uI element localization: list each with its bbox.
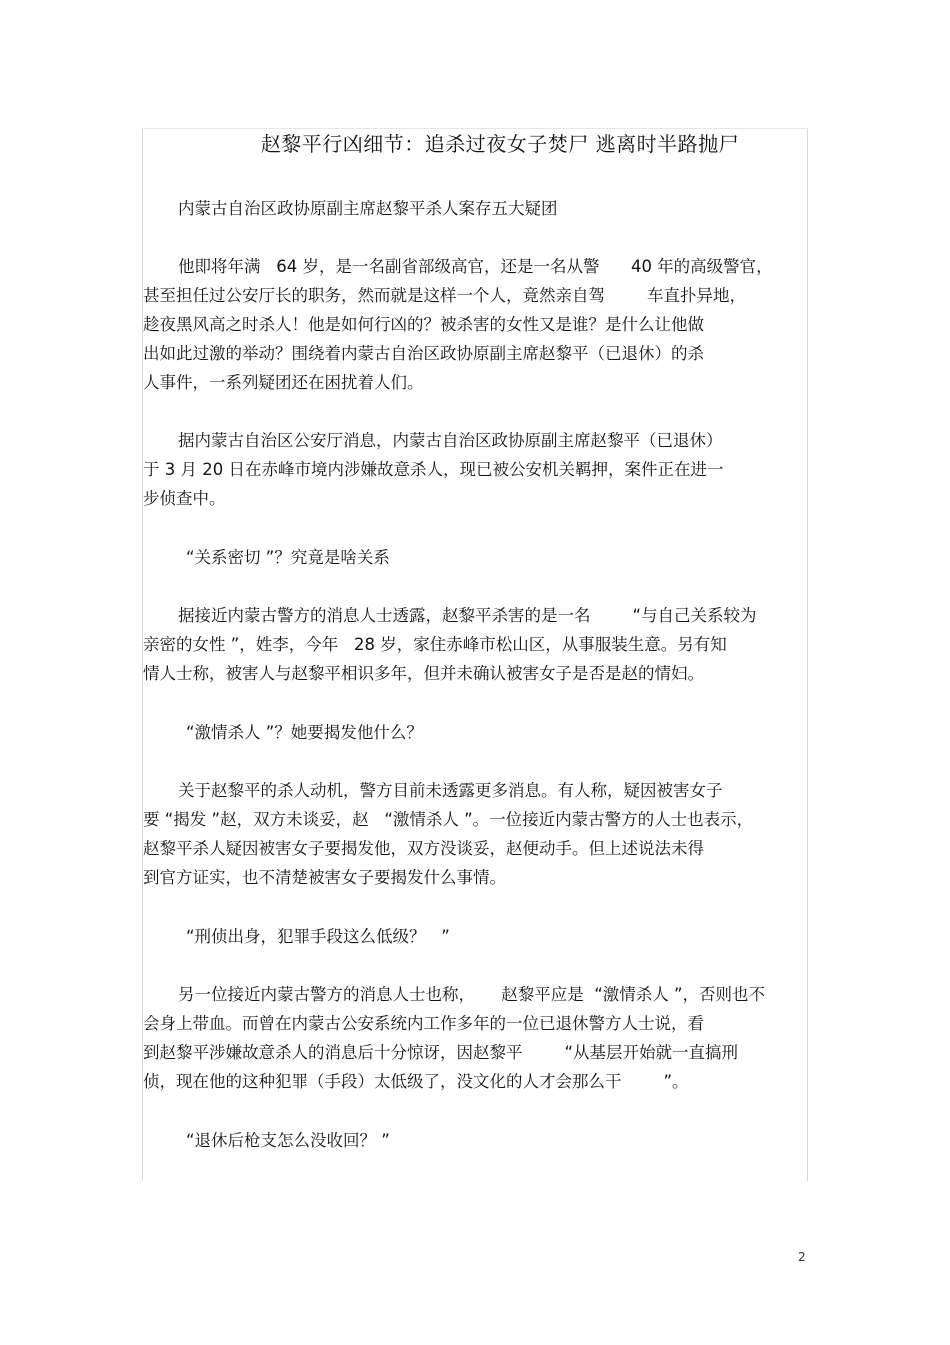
text-line: 他即将年满 64 岁，是一名副省部级高官，还是一名从警 40 年的高级警官， [178,257,773,276]
text-line: 内蒙古自治区政协原副主席赵黎平杀人案存五大疑团 [178,199,558,218]
section-heading: “关系密切 ”？究竟是啥关系 [186,548,390,567]
text-line: 到赵黎平涉嫌故意杀人的消息后十分惊讶，因赵黎平 “从基层开始就一直搞刑 [143,1043,739,1062]
text-line: 出如此过激的举动？围绕着内蒙古自治区政协原副主席赵黎平（已退休）的杀 [143,344,704,363]
text-line: 情人士称，被害人与赵黎平相识多年，但并未确认被害女子是否是赵的情妇。 [143,664,704,683]
section-heading: “退休后枪支怎么没收回？ ” [186,1131,390,1150]
text-line: 关于赵黎平的杀人动机，警方目前未透露更多消息。有人称，疑因被害女子 [178,781,723,800]
text-line: 趁夜黑风高之时杀人！他是如何行凶的？被杀害的女性又是谁？是什么让他做 [143,315,704,334]
section-heading: “刑侦出身，犯罪手段这么低级？ ” [186,927,450,946]
text-line: 侦，现在他的这种犯罪（手段）太低级了，没文化的人才会那么干 ”。 [143,1072,689,1091]
text-line: 要 “揭发 ”赵，双方未谈妥，赵 “激情杀人 ”。一位接近内蒙古警方的人士也表示， [143,810,754,829]
text-line: 赵黎平杀人疑因被害女子要揭发他，双方没谈妥，赵便动手。但上述说法未得 [143,839,704,858]
text-line: 据接近内蒙古警方的消息人士透露，赵黎平杀害的是一名 “与自己关系较为 [178,606,757,625]
text-line: 到官方证实，也不清楚被害女子要揭发什么事情。 [143,868,506,887]
text-line: 另一位接近内蒙古警方的消息人士也称， 赵黎平应是 “激情杀人 ”，否则也不 [178,985,766,1004]
text-line: 人事件，一系列疑团还在困扰着人们。 [143,373,424,392]
text-line: 甚至担任过公安厅长的职务，然而就是这样一个人，竟然亲自驾 车直扑异地， [143,286,746,305]
text-line: 据内蒙古自治区公安厅消息，内蒙古自治区政协原副主席赵黎平（已退休） [178,431,723,450]
section-heading: “激情杀人 ”？她要揭发他什么？ [186,723,423,742]
text-line: 会身上带血。而曾在内蒙古公安系统内工作多年的一位已退休警方人士说，看 [143,1014,704,1033]
page-number: 2 [798,1250,806,1264]
text-line: 亲密的女性 ”，姓李，今年 28 岁，家住赤峰市松山区，从事服装生意。另有知 [143,635,727,654]
text-line: 步侦查中。 [143,489,226,508]
text-line: 于 3 月 20 日在赤峰市境内涉嫌故意杀人，现已被公安机关羁押，案件正在进一 [143,460,724,479]
document-title: 赵黎平行凶细节：追杀过夜女子焚尸 逃离时半路抛尸 [260,132,740,156]
